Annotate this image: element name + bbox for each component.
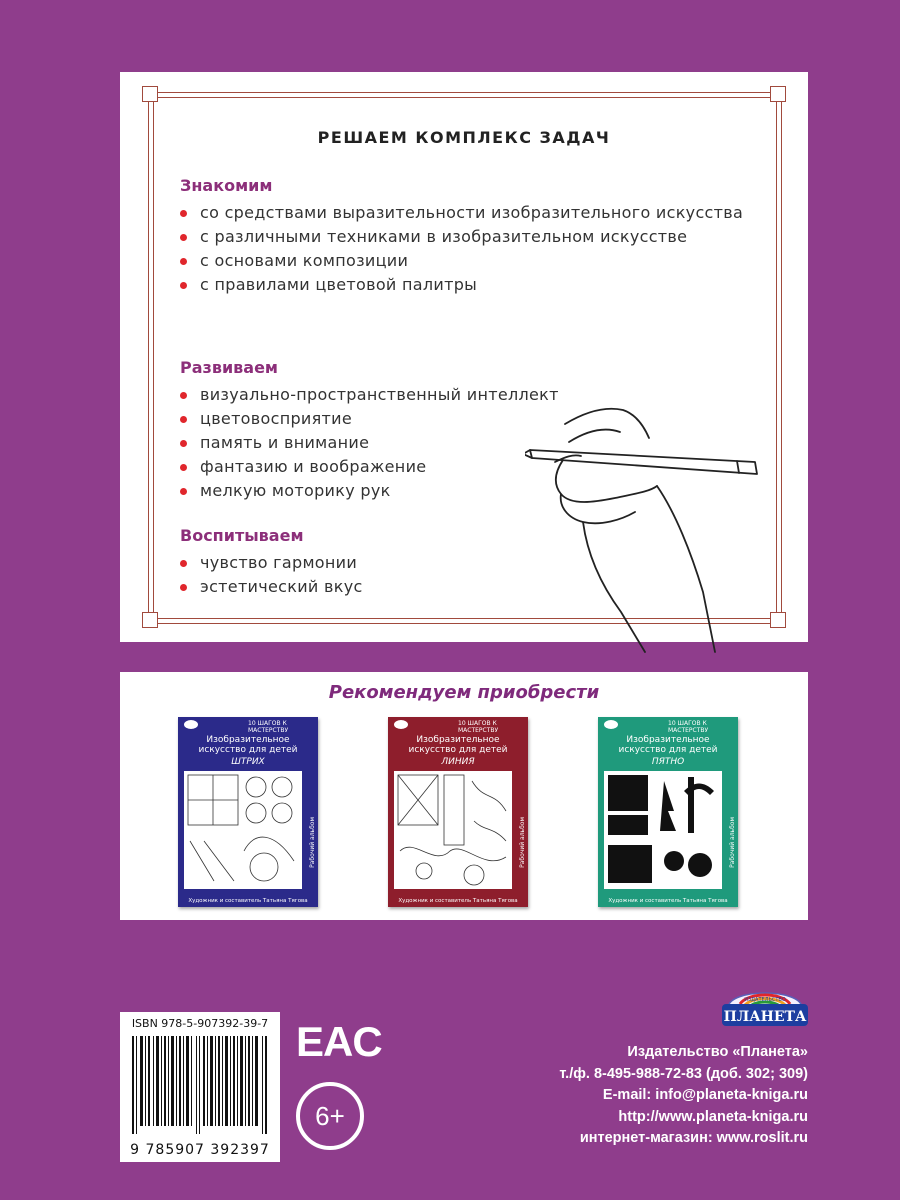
section-heading: Воспитываем — [180, 526, 304, 545]
bullet-icon — [180, 464, 187, 471]
recommend-title: Рекомендуем приобрести — [328, 682, 600, 703]
publisher-contacts — [559, 1042, 808, 1150]
list-item: с основами композиции — [178, 250, 743, 272]
publisher-shop[interactable]: интернет-магазин: www.roslit.ru — [579, 1130, 808, 1146]
book-series: 10 ШАГОВ К МАСТЕРСТВУ — [458, 720, 499, 734]
bullet-icon — [180, 210, 187, 217]
bullet-icon — [180, 416, 187, 423]
tasks-panel — [120, 72, 808, 642]
book-author: Художник и составитель Татьяна Тягова — [398, 898, 518, 904]
eac-mark — [296, 1018, 382, 1066]
book-author: Художник и составитель Татьяна Тягова — [608, 898, 728, 904]
book-side-label: Рабочий альбом — [309, 817, 316, 868]
section-heading: Знакомим — [180, 176, 273, 195]
bullet-icon — [180, 560, 187, 567]
book-series: 10 ШАГОВ К МАСТЕРСТВУ — [668, 720, 709, 734]
bullet-icon — [180, 488, 187, 495]
list-item: чувство гармонии — [178, 552, 363, 574]
section-heading: Развиваем — [180, 358, 279, 377]
book-artwork — [184, 771, 302, 889]
book-series: 10 ШАГОВ К МАСТЕРСТВУ — [248, 720, 289, 734]
planeta-logo-icon — [718, 974, 812, 1032]
list-item: мелкую моторику рук — [178, 480, 559, 502]
bullet-icon — [180, 392, 187, 399]
book-artwork — [394, 771, 512, 889]
publisher-logo-icon — [604, 720, 618, 729]
list-item: фантазию и воображение — [178, 456, 559, 478]
isbn-text: ISBN 978-5-907392-39-7 — [131, 1017, 269, 1030]
frame-corner — [770, 612, 786, 628]
bullet-icon — [180, 282, 187, 289]
recommend-panel — [120, 672, 808, 920]
list-item: со средствами выразительности изобразительного искусства — [178, 202, 743, 224]
book-author: Художник и составитель Татьяна Тягова — [188, 898, 308, 904]
list-item: цветовосприятие — [178, 408, 559, 430]
barcode-digits: 9 785907 392397 — [130, 1142, 270, 1158]
publisher-logo-icon — [184, 720, 198, 729]
hand-pencil-illustration — [525, 402, 765, 662]
book-subtitle: ШТРИХ — [231, 757, 265, 767]
book-artwork — [604, 771, 722, 889]
list-item: эстетический вкус — [178, 576, 363, 598]
eac-text: EAC — [296, 1018, 382, 1065]
list-item: визуально-пространственный интеллект — [178, 384, 559, 406]
publisher-logo-icon — [394, 720, 408, 729]
book-cover-shtrih[interactable] — [178, 717, 318, 907]
book-subtitle: ЛИНИЯ — [441, 757, 475, 767]
publisher-email[interactable]: E-mail: info@planeta-kniga.ru — [602, 1087, 808, 1103]
book-side-label: Рабочий альбом — [729, 817, 736, 868]
frame-corner — [142, 86, 158, 102]
barcode-icon — [132, 1036, 268, 1134]
book-subtitle: ПЯТНО — [651, 757, 685, 767]
book-side-label: Рабочий альбом — [519, 817, 526, 868]
book-cover-pyatno[interactable] — [598, 717, 738, 907]
book-title: Изобразительное искусство для детей — [618, 735, 718, 755]
section-list — [178, 202, 743, 298]
book-title: Изобразительное искусство для детей — [408, 735, 508, 755]
age-rating-badge: 6+ — [296, 1082, 364, 1150]
section-list — [178, 552, 363, 600]
barcode-block — [120, 1012, 280, 1162]
publisher-name: Издательство «Планета» — [627, 1044, 808, 1060]
bullet-icon — [180, 234, 187, 241]
list-item: с различными техниками в изобразительном искусстве — [178, 226, 743, 248]
frame-corner — [142, 612, 158, 628]
tasks-title: РЕШАЕМ КОМПЛЕКС ЗАДАЧ — [317, 128, 611, 147]
publisher-phone: т./ф. 8-495-988-72-83 (доб. 302; 309) — [559, 1065, 808, 1082]
list-item: с правилами цветовой палитры — [178, 274, 743, 296]
bullet-icon — [180, 584, 187, 591]
logo-name-text: ПЛАНЕТА — [723, 1009, 807, 1025]
book-title: Изобразительное искусство для детей — [198, 735, 298, 755]
frame-corner — [770, 86, 786, 102]
logo-top-text: ИЗДАТЕЛЬСТВО — [744, 997, 786, 1003]
bullet-icon — [180, 258, 187, 265]
section-list — [178, 384, 559, 504]
bullet-icon — [180, 440, 187, 447]
book-cover-liniya[interactable] — [388, 717, 528, 907]
publisher-website[interactable]: http://www.planeta-kniga.ru — [618, 1108, 808, 1125]
list-item: память и внимание — [178, 432, 559, 454]
